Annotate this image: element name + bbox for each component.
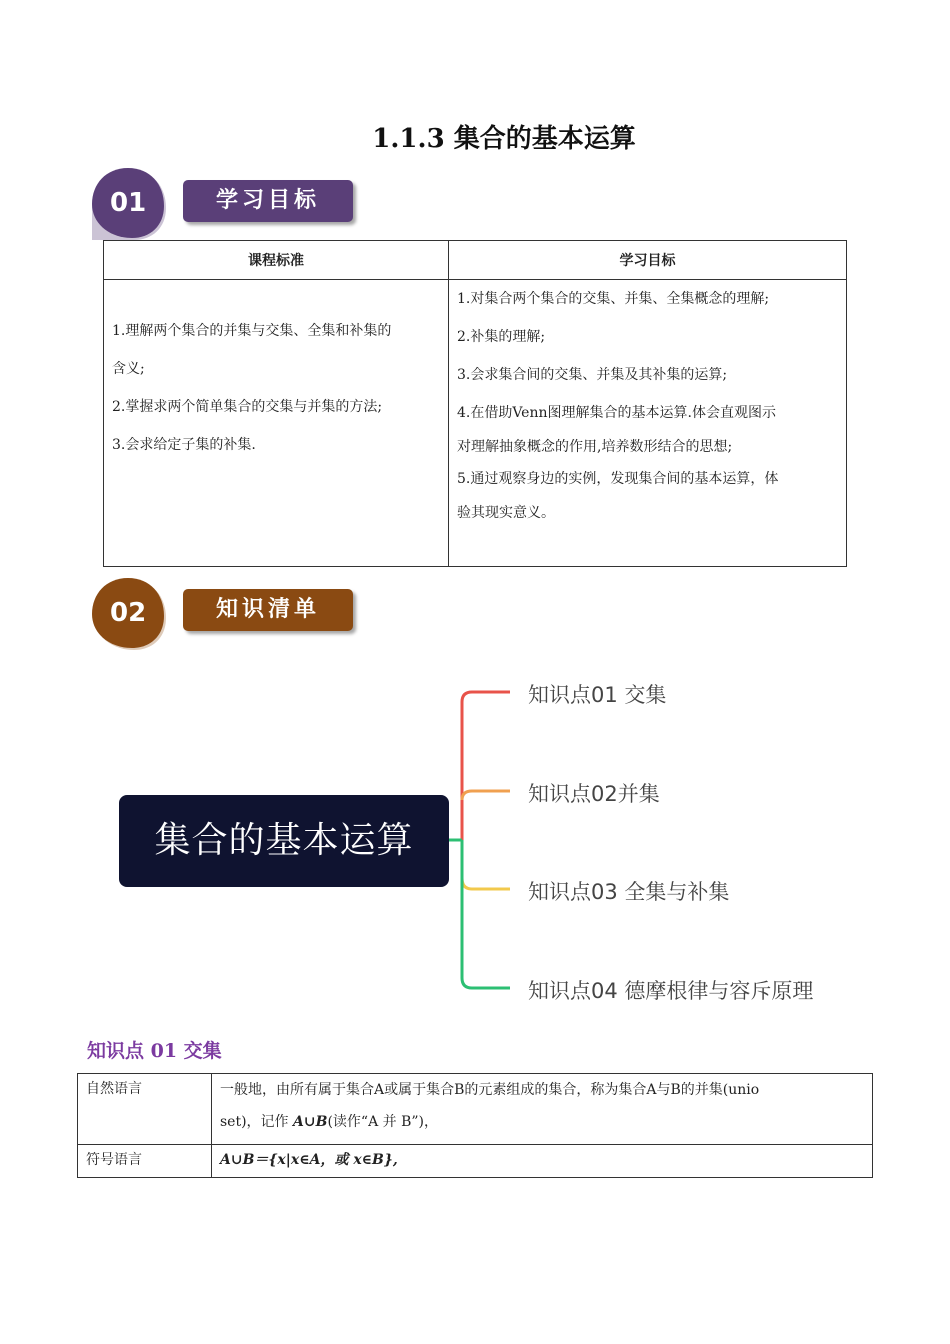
section-number: 01 (110, 188, 147, 218)
list-item: 3.会求集合间的交集、并集及其补集的运算; (457, 367, 728, 383)
union-formula: A∪B＝{x|x∈A，或 x∈B}, (220, 1152, 398, 1168)
list-item: 1.对集合两个集合的交集、并集、全集概念的理解; (457, 291, 770, 307)
definition-text: set)，记作 (220, 1114, 294, 1130)
page-title: 1.1.3 集合的基本运算 (372, 124, 636, 154)
section-label: 知识清单 (183, 589, 353, 631)
definition-line (220, 1106, 872, 1138)
definition-line: 一般地，由所有属于集合A或属于集合B的元素组成的集合，称为集合A与B的并集(unio (220, 1082, 760, 1098)
section-number: 02 (110, 598, 147, 628)
knowledge-point-heading: 知识点 01 交集 (87, 1040, 222, 1062)
mindmap-branch-02: 知识点02并集 (528, 782, 660, 806)
list-item: 含义; (112, 361, 145, 377)
mindmap-branch-04: 知识点04 德摩根律与容斥原理 (528, 979, 814, 1003)
definition-table (77, 1073, 873, 1178)
mindmap-root: 集合的基本运算 (119, 795, 449, 887)
header-curriculum-standard: 课程标准 (104, 241, 449, 280)
natural-language-definition (212, 1074, 873, 1145)
term-natural-language: 自然语言 (78, 1074, 212, 1145)
mindmap-branch-01: 知识点01 交集 (528, 683, 667, 707)
table-row (78, 1074, 873, 1145)
list-item: 对理解抽象概念的作用,培养数形结合的思想; (457, 439, 733, 455)
branch-connector-03 (462, 878, 510, 889)
list-item: 4.在借助Venn图理解集合的基本运算.体会直观图示 (457, 405, 776, 421)
list-item: 2.掌握求两个简单集合的交集与并集的方法; (112, 399, 383, 415)
header-learning-goal: 学习目标 (449, 241, 847, 280)
section-label: 学习目标 (183, 180, 353, 222)
definition-text: (读作“A 并 B”)， (327, 1114, 438, 1130)
table-row (78, 1145, 873, 1178)
list-item: 1.理解两个集合的并集与交集、全集和补集的 (112, 323, 392, 339)
branch-connector-02 (462, 791, 510, 800)
branch-connector-01 (462, 692, 510, 840)
term-symbolic-language: 符号语言 (78, 1145, 212, 1178)
branch-connector-04 (462, 840, 510, 988)
list-item: 3.会求给定子集的补集. (112, 437, 256, 453)
mindmap-branch-03: 知识点03 全集与补集 (528, 880, 730, 904)
symbolic-language-definition (212, 1145, 873, 1178)
list-item: 2.补集的理解; (457, 329, 546, 345)
list-item: 验其现实意义。 (457, 505, 555, 521)
list-item: 5.通过观察身边的实例，发现集合间的基本运算，体 (457, 471, 779, 487)
union-notation: A∪B (293, 1114, 328, 1130)
